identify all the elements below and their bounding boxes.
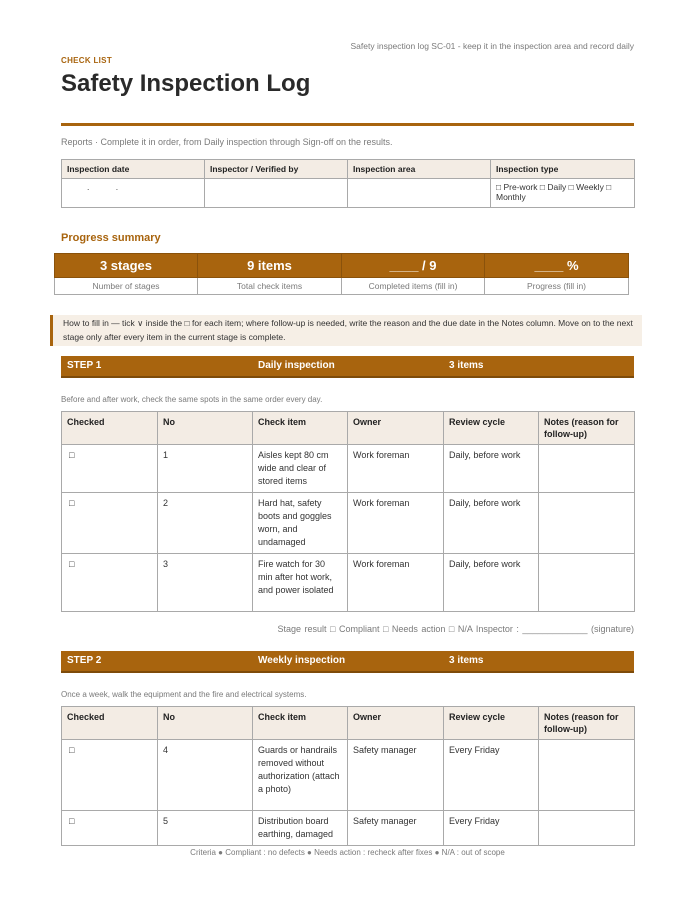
col-no: No <box>158 707 253 740</box>
owner-text: Safety manager <box>348 740 444 811</box>
header-inspection-type: Inspection type <box>491 160 635 179</box>
owner-text: Safety manager <box>348 811 444 846</box>
col-notes: Notes (reason for follow-up) <box>539 412 635 445</box>
progress-summary-table <box>54 253 629 295</box>
reports-instructions: Reports · Complete it in order, from Daily inspection through Sign-off on the results. <box>61 137 393 147</box>
review-cycle-text: Daily, before work <box>444 493 539 554</box>
section-kicker: CHECK LIST <box>61 56 112 65</box>
page-title: Safety Inspection Log <box>61 70 311 97</box>
check-item-text: Hard hat, safety boots and goggles worn, and undamaged <box>253 493 348 554</box>
stages-label: Number of stages <box>55 278 198 295</box>
step-2-label: STEP 2 <box>67 655 102 666</box>
notes-field[interactable] <box>539 445 635 493</box>
stage-result-line[interactable]: Stage result □ Compliant □ Needs action □ N/A Inspector : _____________ (signature) <box>277 624 634 634</box>
step-1-label: STEP 1 <box>67 360 102 371</box>
document-reference-note: Safety inspection log SC-01 - keep it in the inspection area and record daily <box>350 41 634 51</box>
step-1-bar <box>61 356 634 378</box>
stages-count: 3 stages <box>55 254 198 278</box>
table-row <box>62 740 635 811</box>
inspection-type-options[interactable]: □ Pre-work □ Daily □ Weekly □ Monthly <box>491 179 635 208</box>
table-row <box>62 493 635 554</box>
header-inspector: Inspector / Verified by <box>205 160 348 179</box>
owner-text: Work foreman <box>348 493 444 554</box>
progress-summary-title: Progress summary <box>61 232 161 244</box>
notes-field[interactable] <box>539 811 635 846</box>
notes-field[interactable] <box>539 493 635 554</box>
col-review-cycle: Review cycle <box>444 412 539 445</box>
header-inspection-date: Inspection date <box>62 160 205 179</box>
item-number: 1 <box>158 445 253 493</box>
progress-percent-field[interactable]: ____ % <box>485 254 629 278</box>
col-owner: Owner <box>348 412 444 445</box>
item-number: 2 <box>158 493 253 554</box>
how-to-fill-note: How to fill in — tick ∨ inside the □ for each item; where follow-up is needed, write the reason and the due date in the Notes column. Move on to the next stage only after every item in the current stage is complete. <box>50 315 642 346</box>
step-1-items-table <box>61 411 635 612</box>
total-items-label: Total check items <box>198 278 342 295</box>
item-number: 5 <box>158 811 253 846</box>
checkbox[interactable]: □ <box>62 554 158 612</box>
owner-text: Work foreman <box>348 554 444 612</box>
total-items-count: 9 items <box>198 254 342 278</box>
table-row <box>62 811 635 846</box>
step-1-count: 3 items <box>449 360 484 371</box>
check-item-text: Distribution board earthing, damaged <box>253 811 348 846</box>
checkbox[interactable]: □ <box>62 740 158 811</box>
review-cycle-text: Daily, before work <box>444 554 539 612</box>
header-inspection-area: Inspection area <box>348 160 491 179</box>
col-owner: Owner <box>348 707 444 740</box>
step-2-name: Weekly inspection <box>258 655 346 666</box>
review-cycle-text: Every Friday <box>444 740 539 811</box>
checkbox[interactable]: □ <box>62 811 158 846</box>
step-1-name: Daily inspection <box>258 360 335 371</box>
step-2-items-table <box>61 706 635 846</box>
check-item-text: Guards or handrails removed without authorization (attach a photo) <box>253 740 348 811</box>
checkbox[interactable]: □ <box>62 493 158 554</box>
col-no: No <box>158 412 253 445</box>
inspection-meta-table <box>61 159 635 208</box>
col-checked: Checked <box>62 707 158 740</box>
notes-field[interactable] <box>539 554 635 612</box>
step-2-bar <box>61 651 634 673</box>
inspector-field[interactable] <box>205 179 348 208</box>
col-review-cycle: Review cycle <box>444 707 539 740</box>
title-divider <box>61 123 634 126</box>
progress-label: Progress (fill in) <box>485 278 629 295</box>
notes-field[interactable] <box>539 740 635 811</box>
col-check-item: Check item <box>253 707 348 740</box>
review-cycle-text: Every Friday <box>444 811 539 846</box>
inspection-area-field[interactable] <box>348 179 491 208</box>
table-row <box>62 445 635 493</box>
criteria-legend: Criteria ● Compliant : no defects ● Needs action : recheck after fixes ● N/A : out of scope <box>190 848 505 857</box>
check-item-text: Aisles kept 80 cm wide and clear of stored items <box>253 445 348 493</box>
review-cycle-text: Daily, before work <box>444 445 539 493</box>
step-2-description: Once a week, walk the equipment and the fire and electrical systems. <box>61 690 307 699</box>
completed-items-label: Completed items (fill in) <box>342 278 485 295</box>
step-1-description: Before and after work, check the same spots in the same order every day. <box>61 395 323 404</box>
item-number: 4 <box>158 740 253 811</box>
inspection-date-field[interactable]: . . <box>62 179 205 208</box>
check-item-text: Fire watch for 30 min after hot work, and power isolated <box>253 554 348 612</box>
item-number: 3 <box>158 554 253 612</box>
checkbox[interactable]: □ <box>62 445 158 493</box>
completed-items-field[interactable]: ____ / 9 <box>342 254 485 278</box>
col-check-item: Check item <box>253 412 348 445</box>
owner-text: Work foreman <box>348 445 444 493</box>
step-2-count: 3 items <box>449 655 484 666</box>
table-row <box>62 554 635 612</box>
col-notes: Notes (reason for follow-up) <box>539 707 635 740</box>
col-checked: Checked <box>62 412 158 445</box>
